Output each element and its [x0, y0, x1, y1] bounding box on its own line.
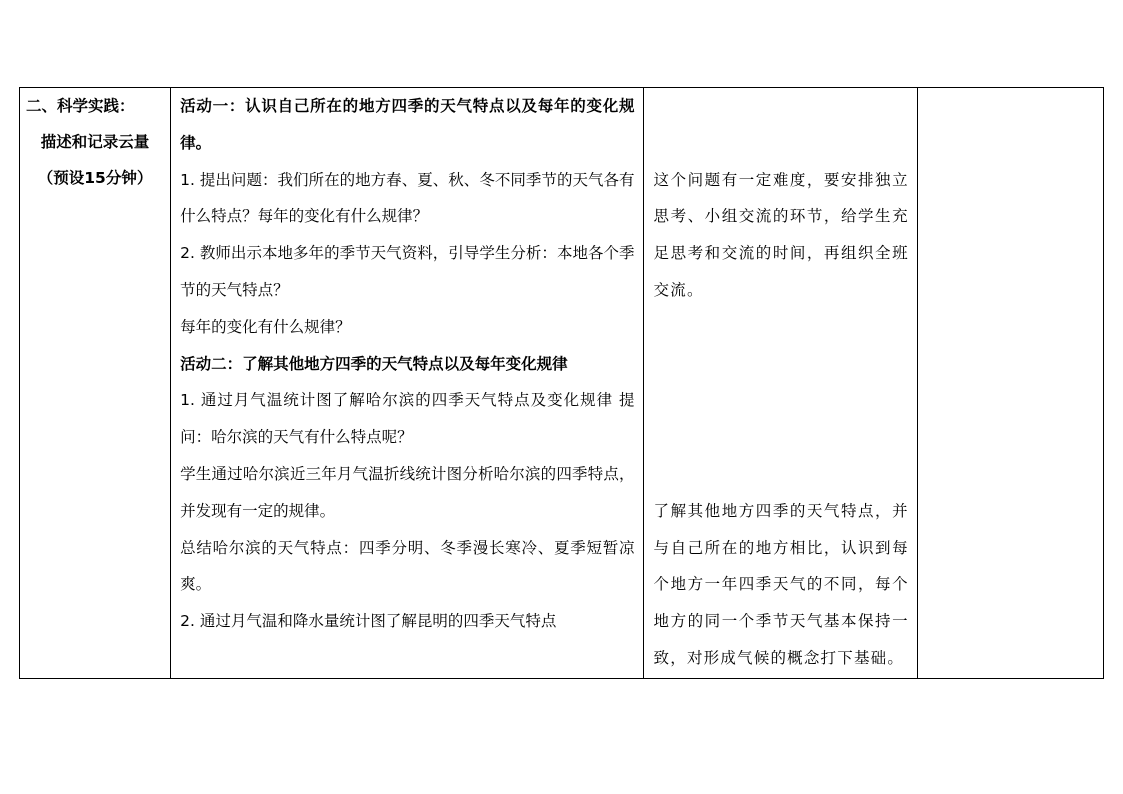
- activity-two-summary: 总结哈尔滨的天气特点：四季分明、冬季漫长寒冷、夏季短暂凉爽。: [180, 538, 635, 594]
- design-note-2: 了解其他地方四季的天气特点，并与自己所在的地方相比，认识到每个地方一年四季天气的不同，每个地方的同一个季节天气基本保持一致，对形成气候的概念打下基础。: [653, 501, 909, 667]
- empty-cell: [917, 88, 1103, 679]
- table-row: [20, 88, 1104, 679]
- stage-duration: （预设15分钟）: [37, 169, 153, 187]
- stage-title: 二、科学实践：: [26, 97, 135, 115]
- lesson-plan-table: [19, 87, 1104, 679]
- activity-two-step-2: 学生通过哈尔滨近三年月气温折线统计图分析哈尔滨的四季特点，并发现有一定的规律。: [180, 464, 635, 520]
- activity-one-heading: 活动一：认识自己所在的地方四季的天气特点以及每年的变化规律。: [180, 97, 635, 152]
- design-note-1: 这个问题有一定难度，要安排独立思考、小组交流的环节，给学生充足思考和交流的时间，再组织全班交流。: [653, 170, 909, 299]
- activity-two-step-1: 1. 通过月气温统计图了解哈尔滨的四季天气特点及变化规律 提问：哈尔滨的天气有什么特点呢？: [180, 391, 635, 447]
- activity-one-step-3: 每年的变化有什么规律？: [180, 317, 351, 336]
- activity-two-step-3: 2. 通过月气温和降水量统计图了解昆明的四季天气特点: [180, 612, 557, 631]
- stage-subtitle: 描述和记录云量: [40, 133, 150, 151]
- design-note-cell: [643, 88, 917, 679]
- activity-cell: [171, 88, 643, 679]
- stage-cell: [20, 88, 171, 679]
- activity-one-step-2: 2. 教师出示本地多年的季节天气资料，引导学生分析：本地各个季节的天气特点？: [180, 244, 635, 299]
- activity-one-step-1: 1. 提出问题：我们所在的地方春、夏、秋、冬不同季节的天气各有什么特点？每年的变化有什么规律？: [180, 170, 635, 226]
- activity-two-heading: 活动二：了解其他地方四季的天气特点以及每年变化规律: [180, 354, 568, 373]
